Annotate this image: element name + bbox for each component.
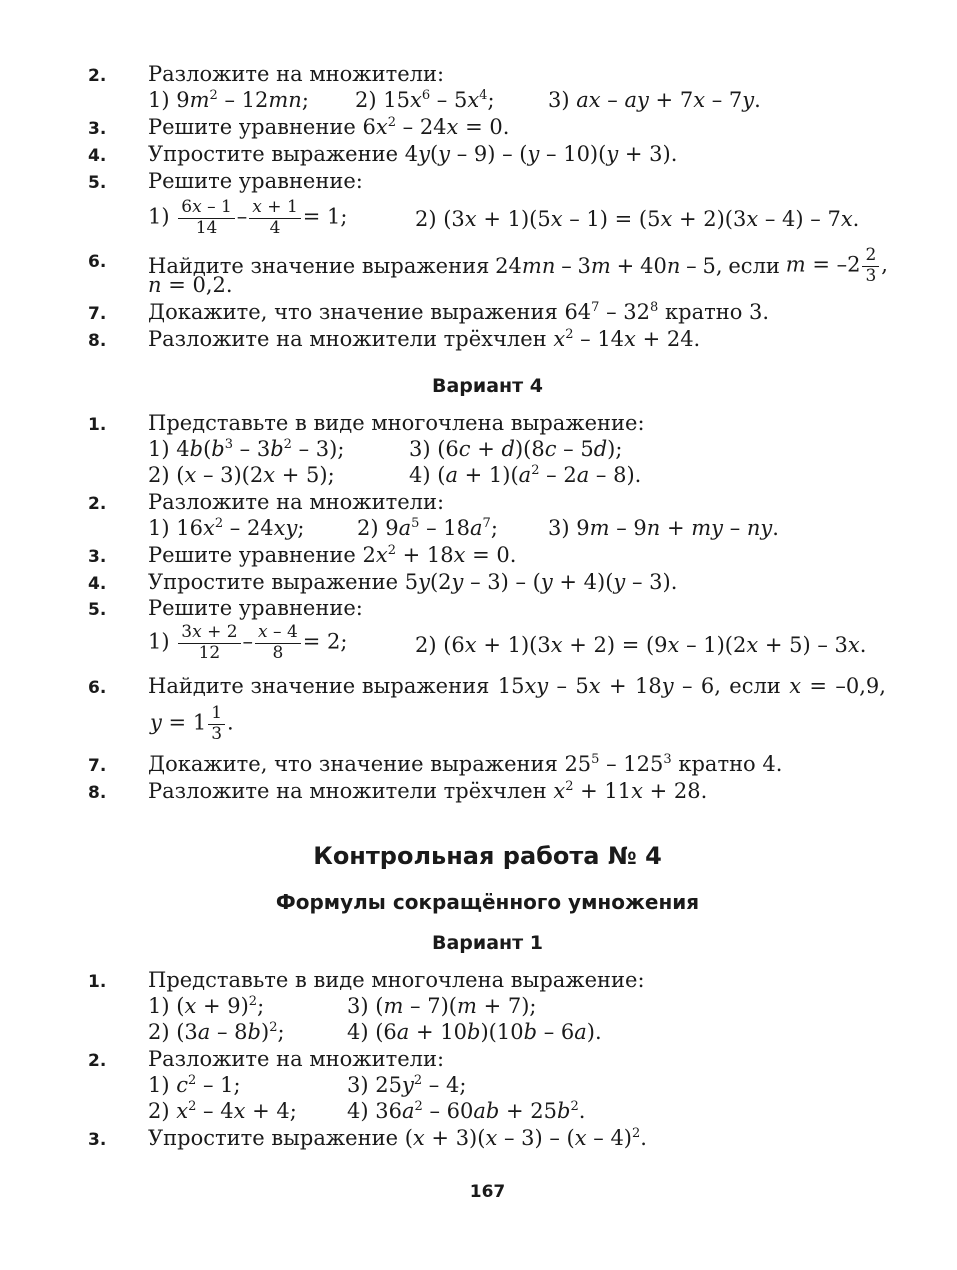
variant-heading: Вариант 1: [431, 932, 543, 954]
task-3-text: Упростите выражение (x + 3)(x – 3) – (x – 4)$^2$.: [148, 1126, 647, 1150]
task-number: 3.: [88, 119, 107, 139]
task-number: 1.: [88, 972, 107, 992]
task-4-text: Упростите выражение 4y(y – 9) – (y – 10)(y + 3).: [148, 142, 678, 166]
task-2-option-3: 3) 9m – 9n + my – ny.: [548, 516, 779, 540]
task-3-text: Решите уравнение $2x^2 + 18x = 0$.: [148, 543, 517, 567]
task-6-text: Найдите значение выражения 24mn – 3m + 40n – 5, если m = –2 $\frac{2}{3}$ ,: [148, 245, 888, 286]
task-2-option-1: 1) $c^2 - 1$;: [148, 1073, 241, 1097]
task-2-option-2: 2) $9a^5 - 18a^7$;: [357, 516, 498, 540]
task-1-text: Представьте в виде многочлена выражение:: [148, 411, 645, 435]
task-1-option-3: 3) (m – 7)(m + 7);: [347, 994, 537, 1018]
task-1-option-4: 4) (6a + 10b)(10b – 6a).: [347, 1020, 602, 1044]
section-subtitle: Формулы сокращённого умножения: [275, 890, 700, 914]
task-1-option-4: 4) $(a + 1)(a^2 - 2a - 8)$.: [409, 463, 642, 487]
task-number: 3.: [88, 547, 107, 567]
task-7-text: Докажите, что значение выражения $25^5 - 125^3$ кратно 4.: [148, 752, 783, 776]
task-6-text-cont: n = 0,2.: [148, 273, 233, 297]
task-number: 2.: [88, 494, 107, 514]
task-5-text: Решите уравнение:: [148, 596, 363, 620]
task-number: 5.: [88, 600, 107, 620]
task-5-option-2: 2) (3x + 1)(5x – 1) = (5x + 2)(3x – 4) – 7x.: [415, 207, 860, 231]
task-1-option-3: 3) (6c + d)(8c – 5d);: [409, 437, 623, 461]
task-8-text: Разложите на множители трёхчлен $x^2 - 14x + 24$.: [148, 327, 701, 351]
task-3-text: Решите уравнение $6x^2 - 24x = 0$.: [148, 115, 510, 139]
section-title: Контрольная работа № 4: [313, 842, 662, 870]
task-6-text: Найдите значение выражения 15xy – 5x + 18y – 6, если x = –0,9,: [148, 674, 886, 698]
task-2-option-3: 3) ax – ay + 7x – 7y.: [548, 88, 761, 112]
task-2-option-2: 2) $x^2 - 4x + 4$;: [148, 1099, 297, 1123]
task-number: 6.: [88, 678, 107, 698]
task-number: 2.: [88, 66, 107, 86]
task-2-option-1: 1) $16x^2 - 24xy$;: [148, 516, 305, 540]
page-number: 167: [469, 1182, 506, 1202]
task-1-option-2: 2) (3a – 8b)$^2$;: [148, 1020, 285, 1044]
variant-heading: Вариант 4: [431, 375, 543, 397]
task-2-option-3: 3) $25y^2 - 4$;: [347, 1073, 467, 1097]
task-5-option-2: 2) (6x + 1)(3x + 2) = (9x – 1)(2x + 5) – 3x.: [415, 633, 867, 657]
task-7-text: Докажите, что значение выражения $64^7 - 32^8$ кратно 3.: [148, 300, 770, 324]
task-2-text: Разложите на множители:: [148, 490, 445, 514]
task-number: 7.: [88, 756, 107, 776]
task-number: 7.: [88, 304, 107, 324]
task-1-option-2: 2) (x – 3)(2x + 5);: [148, 463, 335, 487]
task-8-text: Разложите на множители трёхчлен $x^2 + 11x + 28$.: [148, 779, 708, 803]
task-number: 1.: [88, 415, 107, 435]
task-5-option-1: 1) $\frac{3x + 2}{12}$ – $\frac{x - 4}{8}$ = 2;: [148, 622, 348, 663]
task-1-option-1: 1) $4b(b^3 - 3b^2 - 3)$;: [148, 437, 345, 461]
task-2-text: Разложите на множители:: [148, 62, 445, 86]
task-6-text-cont: y = 1 $\frac{1}{3}$ .: [150, 703, 234, 744]
task-number: 8.: [88, 783, 107, 803]
task-number: 2.: [88, 1051, 107, 1071]
task-number: 4.: [88, 146, 107, 166]
task-number: 3.: [88, 1130, 107, 1150]
task-number: 5.: [88, 173, 107, 193]
task-number: 4.: [88, 574, 107, 594]
task-5-text: Решите уравнение:: [148, 169, 363, 193]
task-2-option-1: 1) $9m^2 - 12mn$;: [148, 88, 309, 112]
task-2-option-4: 4) $36a^2 - 60ab + 25b^2$.: [347, 1099, 586, 1123]
task-number: 8.: [88, 331, 107, 351]
task-5-option-1: 1) $\frac{6x - 1}{14}$ – $\frac{x + 1}{4}$ = 1;: [148, 197, 348, 238]
task-1-option-1: 1) $(x + 9)^2$;: [148, 994, 265, 1018]
task-2-option-2: 2) $15x^6 - 5x^4$;: [355, 88, 495, 112]
task-number: 6.: [88, 252, 107, 272]
task-1-text: Представьте в виде многочлена выражение:: [148, 968, 645, 992]
task-2-text: Разложите на множители:: [148, 1047, 445, 1071]
task-4-text: Упростите выражение 5y(2y – 3) – (y + 4)(y – 3).: [148, 570, 678, 594]
